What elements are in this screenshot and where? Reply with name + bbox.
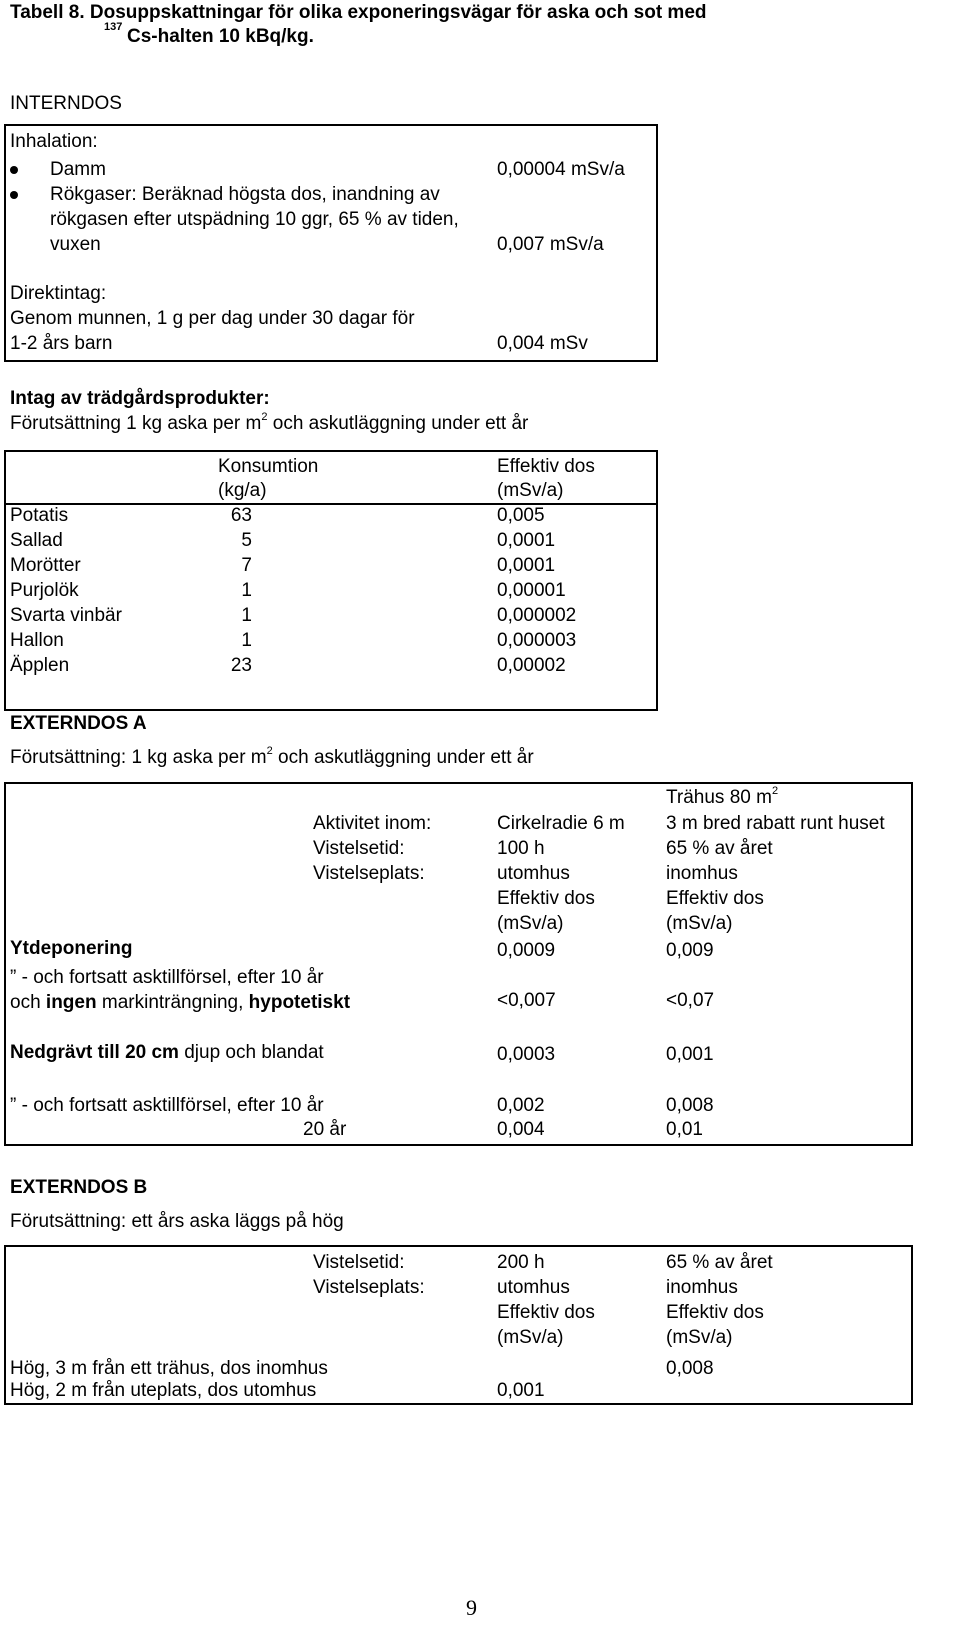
fortsatt2-20ar-utomhus: 0,004 <box>497 1119 545 1140</box>
vistelsetid-trahus: 65 % av året <box>666 838 773 859</box>
col-konsumtion-line2: (kg/a) <box>218 480 267 501</box>
col-effdos-line1: Effektiv dos <box>497 456 595 477</box>
rokgaser-line2: rökgasen efter utspädning 10 ggr, 65 % av tiden, <box>50 209 459 230</box>
garden-row-consumption: 7 <box>241 555 252 576</box>
fortsatt-utomhus: <0,007 <box>497 990 556 1011</box>
garden-row-dose: 0,00001 <box>497 580 566 601</box>
direktintag-value: 0,004 mSv <box>497 333 588 354</box>
effdos-header-b: Effektiv dos <box>666 888 764 909</box>
garden-row-consumption: 5 <box>241 530 252 551</box>
garden-row-dose: 0,000002 <box>497 605 577 626</box>
garden-row-name: Morötter <box>10 555 81 576</box>
garden-row-name: Potatis <box>10 505 69 526</box>
rokgaser-line3: vuxen <box>50 234 101 255</box>
externdos-a-table <box>4 782 913 1146</box>
effdos-unit-b: (mSv/a) <box>666 913 733 934</box>
externdos-a-heading: EXTERNDOS A <box>10 713 147 734</box>
vistelseplats-b-label: Vistelseplats: <box>313 1277 425 1298</box>
ytdeponering-label: Ytdeponering <box>10 938 133 959</box>
garden-row-dose: 0,00002 <box>497 655 566 676</box>
fortsatt2-line1: ” - och fortsatt asktillförsel, efter 10 år <box>10 1095 324 1116</box>
garden-row-name: Sallad <box>10 530 63 551</box>
garden-row-dose: 0,0001 <box>497 555 556 576</box>
garden-row-consumption: 63 <box>230 505 252 526</box>
hog-3m-inomhus: 0,008 <box>666 1358 714 1379</box>
interndos-heading: INTERNDOS <box>10 93 122 114</box>
garden-row-consumption: 1 <box>241 605 252 626</box>
effdos-b-header-a: Effektiv dos <box>497 1302 595 1323</box>
effdos-b-header-b: Effektiv dos <box>666 1302 764 1323</box>
col-effdos-line2: (mSv/a) <box>497 480 564 501</box>
garden-row-dose: 0,000003 <box>497 630 577 651</box>
table-title-line1: Tabell 8. Dosuppskattningar för olika exponeringsvägar för aska och sot med <box>10 2 707 23</box>
table-title-line2: Cs-halten 10 kBq/kg. <box>127 26 314 47</box>
bullet-icon <box>10 166 18 174</box>
garden-row-consumption: 23 <box>230 655 252 676</box>
damm-label: Damm <box>50 159 106 180</box>
page-number: 9 <box>466 1595 477 1620</box>
ytdeponering-utomhus: 0,0009 <box>497 940 556 961</box>
fortsatt-asktillforsel-line1: ” - och fortsatt asktillförsel, efter 10 år <box>10 967 324 988</box>
garden-row-name: Svarta vinbär <box>10 605 122 626</box>
vistelseplats-label: Vistelseplats: <box>313 863 425 884</box>
aktivitet-trahus: 3 m bred rabatt runt huset <box>666 813 885 834</box>
fortsatt2-20ar-trahus: 0,01 <box>666 1119 703 1140</box>
vistelsetid-b-label: Vistelsetid: <box>313 1252 405 1273</box>
effdos-header-a: Effektiv dos <box>497 888 595 909</box>
garden-row-consumption: 1 <box>241 630 252 651</box>
externdos-b-premise: Förutsättning: ett års aska läggs på hög <box>10 1211 344 1232</box>
col-konsumtion-line1: Konsumtion <box>218 456 319 477</box>
ytdeponering-trahus: 0,009 <box>666 940 714 961</box>
vistelsetid-b-utomhus: 200 h <box>497 1252 545 1273</box>
garden-row-dose: 0,0001 <box>497 530 556 551</box>
externdos-a-premise: Förutsättning: 1 kg aska per $m^2$ och askutläggning under ett år <box>10 745 534 768</box>
nedgravt-trahus: 0,001 <box>666 1044 714 1065</box>
fortsatt-asktillforsel-line2: och ingen markinträngning, hypotetiskt <box>10 992 351 1013</box>
fortsatt2-10ar-utomhus: 0,002 <box>497 1095 545 1116</box>
rokgaser-value: 0,007 mSv/a <box>497 234 604 255</box>
vistelsetid-b-inomhus: 65 % av året <box>666 1252 773 1273</box>
garden-table-divider <box>4 503 658 505</box>
nedgravt-utomhus: 0,0003 <box>497 1044 556 1065</box>
garden-row-consumption: 1 <box>241 580 252 601</box>
direktintag-line1: Genom munnen, 1 g per dag under 30 dagar för <box>10 308 415 329</box>
garden-row-name: Purjolök <box>10 580 79 601</box>
hog-2m-label: Hög, 2 m från uteplats, dos utomhus <box>10 1380 317 1401</box>
inhalation-label: Inhalation: <box>10 131 98 152</box>
direktintag-label: Direktintag: <box>10 283 107 304</box>
hog-2m-utomhus: 0,001 <box>497 1380 545 1401</box>
hog-3m-label: Hög, 3 m från ett trähus, dos inomhus <box>10 1358 328 1379</box>
externdos-b-heading: EXTERNDOS B <box>10 1177 148 1198</box>
nedgravt-label: Nedgrävt till 20 cm djup och blandat <box>10 1042 324 1063</box>
effdos-b-unit-b: (mSv/a) <box>666 1327 733 1348</box>
vistelseplats-trahus: inomhus <box>666 863 738 884</box>
fortsatt2-20ar-label: 20 år <box>303 1119 347 1140</box>
direktintag-line2: 1-2 års barn <box>10 333 113 354</box>
garden-row-name: Hallon <box>10 630 64 651</box>
garden-row-name: Äpplen <box>10 655 70 676</box>
damm-value: 0,00004 mSv/a <box>497 159 625 180</box>
rokgaser-line1: Rökgaser: Beräknad högsta dos, inandning av <box>50 184 440 205</box>
aktivitet-label: Aktivitet inom: <box>313 813 432 834</box>
aktivitet-utomhus: Cirkelradie 6 m <box>497 813 625 834</box>
vistelseplats-b-utomhus: utomhus <box>497 1277 570 1298</box>
fortsatt-trahus: <0,07 <box>666 990 715 1011</box>
fortsatt2-10ar-trahus: 0,008 <box>666 1095 714 1116</box>
trahus-header: Trähus 80 $m^2$ <box>666 785 779 808</box>
bullet-icon <box>10 191 18 199</box>
effdos-b-unit-a: (mSv/a) <box>497 1327 564 1348</box>
garden-row-dose: 0,005 <box>497 505 545 526</box>
garden-premise: Förutsättning 1 kg aska per $m^2$ och askutläggning under ett år <box>10 411 529 434</box>
vistelseplats-utomhus: utomhus <box>497 863 570 884</box>
title-superscript: 137 <box>104 21 123 33</box>
vistelseplats-b-inomhus: inomhus <box>666 1277 738 1298</box>
vistelsetid-utomhus: 100 h <box>497 838 545 859</box>
garden-heading: Intag av trädgårdsprodukter: <box>10 388 270 409</box>
effdos-unit-a: (mSv/a) <box>497 913 564 934</box>
vistelsetid-label: Vistelsetid: <box>313 838 405 859</box>
